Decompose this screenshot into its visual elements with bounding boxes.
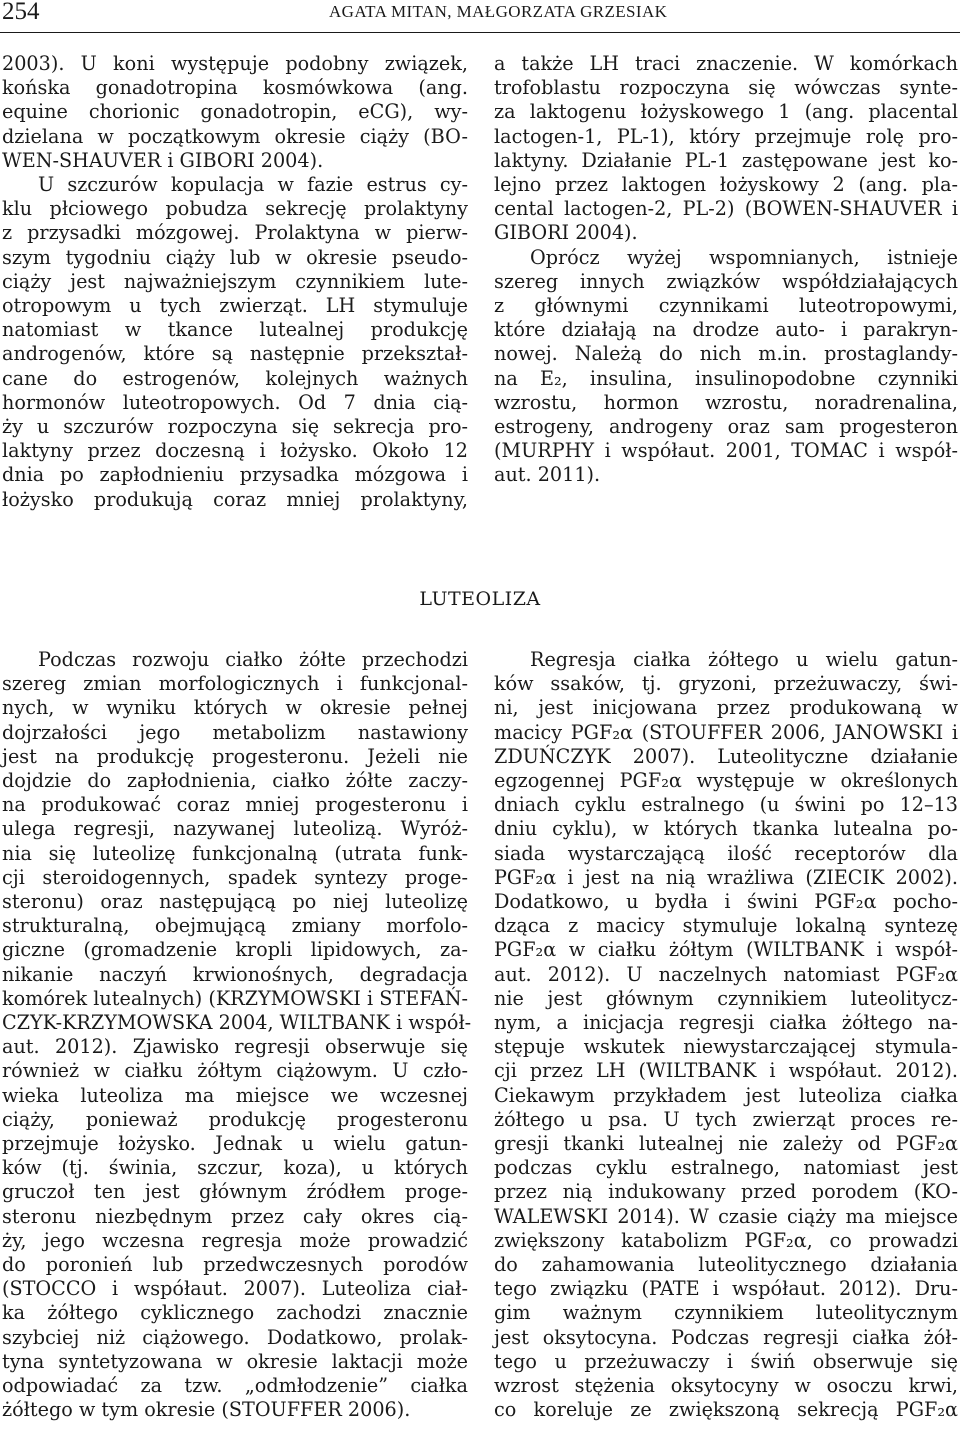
text-line: equine chorionic gonadotropin, eCG), wy- bbox=[2, 100, 468, 124]
text-line: żółtego w tym okresie (STOUFFER 2006). bbox=[2, 1398, 411, 1422]
text-line: siada wystarczającą ilość receptorów dla bbox=[494, 841, 958, 865]
text-line: lactogen-1, PL-1), który przejmuje rolę pro- bbox=[494, 124, 958, 148]
text-line: ZDUŃCZYK 2007). Luteolityczne działanie bbox=[494, 744, 958, 768]
text-line: ni, jest inicjowana przez produkowaną w bbox=[494, 696, 958, 720]
text-line: ulega regresji, nazywanej luteolizą. Wyróż- bbox=[2, 817, 468, 841]
text-line: dnia po zapłodnieniu przysadka mózgowa i bbox=[2, 463, 468, 487]
text-line: łożysko produkują coraz mniej prolaktyny, bbox=[2, 487, 468, 511]
text-line: steronu) oraz następującą po niej luteolizę bbox=[2, 890, 468, 914]
text-line: Podczas rozwoju ciałko żółte przechodzi bbox=[38, 648, 468, 671]
text-line: cane do estrogenów, kolejnych ważnych bbox=[2, 366, 468, 390]
text-line: tego związku (PATE i współaut. 2012). Dru- bbox=[494, 1277, 958, 1301]
text-line: klu płciowego pobudza sekrecję prolaktyny bbox=[2, 197, 468, 221]
page-number: 254 bbox=[2, 0, 40, 25]
text-line: PGF₂α w ciałku żółtym (WILTBANK i współ- bbox=[494, 938, 958, 962]
text-line: giczne (gromadzenie kropli lipidowych, za- bbox=[2, 938, 468, 962]
text-line: (STOCCO i współaut. 2007). Luteoliza ciał- bbox=[2, 1277, 468, 1301]
text-line: jest oksytocyna. Podczas regresji ciałka żół- bbox=[494, 1325, 958, 1349]
text-line: tego u przeżuwaczy i świń obserwuje się bbox=[494, 1349, 958, 1373]
text-line: nikanie naczyń krwionośnych, degradacja bbox=[2, 962, 468, 986]
text-line: wzrostu, hormon wzrostu, noradrenalina, bbox=[494, 390, 958, 414]
text-line: z przysadki mózgowej. Prolaktyna w pierw- bbox=[2, 221, 468, 245]
column-top-left bbox=[2, 52, 468, 512]
text-line: U szczurów kopulacja w fazie estrus cy- bbox=[38, 173, 468, 197]
text-line: ków (tj. świnia, szczur, koza), u których bbox=[2, 1156, 468, 1180]
text-line: z głównymi czynnikami luteotropowymi, bbox=[494, 294, 958, 318]
text-line: steronu niezbędnym przez cały okres cią- bbox=[2, 1204, 468, 1228]
text-line: ciąży, ponieważ produkcję progesteronu bbox=[2, 1107, 468, 1131]
text-line: szereg innych związków współdziałających bbox=[494, 269, 958, 293]
text-line: Oprócz wyżej wspomnianych, istnieje bbox=[530, 245, 958, 269]
text-line: cental lactogen-2, PL-2) (BOWEN-SHAUVER i bbox=[494, 197, 958, 221]
text-line: do zahamowania luteolitycznego działania bbox=[494, 1253, 958, 1277]
text-line: aut. 2012). U naczelnych natomiast PGF₂α bbox=[494, 962, 958, 986]
text-line: ciąży jest najważniejszym czynnikiem lute- bbox=[2, 269, 468, 293]
text-line: Ciekawym przykładem jest luteoliza ciałka bbox=[494, 1083, 958, 1107]
text-line: aut. 2012). Zjawisko regresji obserwuje się bbox=[2, 1035, 468, 1059]
text-line: gim ważnym czynnikiem luteolitycznym bbox=[494, 1301, 958, 1325]
text-line: (MURPHY i współaut. 2001, TOMAC i współ- bbox=[494, 439, 958, 463]
text-line: strukturalną, obejmującą zmiany morfolo- bbox=[2, 914, 468, 938]
text-line: GIBORI 2004). bbox=[494, 221, 638, 245]
text-line: WEN-SHAUVER i GIBORI 2004). bbox=[2, 148, 324, 172]
text-line: natomiast w tkance lutealnej produkcję bbox=[2, 318, 468, 342]
text-line: szym tygodniu ciąży lub w okresie pseudo- bbox=[2, 245, 468, 269]
text-line: CZYK-KRZYMOWSKA 2004, WILTBANK i współ- bbox=[2, 1011, 472, 1035]
text-line: macicy PGF₂α (STOUFFER 2006, JANOWSKI i bbox=[494, 720, 958, 744]
column-bottom-left bbox=[2, 648, 472, 1423]
text-line: odpowiadać za tzw. „odmłodzenie” ciałka bbox=[2, 1374, 468, 1398]
text-line: podczas cyklu estralnego, natomiast jest bbox=[494, 1156, 958, 1180]
text-line: za laktogenu łożyskowego 1 (ang. placental bbox=[494, 100, 958, 124]
text-line: ka żółtego cyklicznego zachodzi znacznie bbox=[2, 1301, 468, 1325]
text-line: szybciej niż ciążowego. Dodatkowo, prolak- bbox=[2, 1325, 468, 1349]
text-line: ków ssaków, tj. gryzoni, przeżuwaczy, świ- bbox=[494, 672, 958, 696]
text-line: Regresja ciałka żółtego u wielu gatun- bbox=[530, 648, 958, 671]
text-line: a także LH traci znaczenie. W komórkach bbox=[494, 52, 958, 75]
section-heading: LUTEOLIZA bbox=[419, 588, 541, 610]
text-line: nowej. Należą do nich m.in. prostaglandy- bbox=[494, 342, 958, 366]
column-bottom-right bbox=[494, 648, 958, 1423]
text-line: stępuje wskutek niewystarczającej stymula- bbox=[494, 1035, 958, 1059]
text-line: egzogennej PGF₂α występuje w określonych bbox=[494, 769, 958, 793]
text-line: na produkować coraz mniej progesteronu i bbox=[2, 793, 468, 817]
text-line: dzielana w początkowym okresie ciąży (BO- bbox=[2, 124, 468, 148]
text-line: komórek lutealnych) (KRZYMOWSKI i STEFAŃ- bbox=[2, 986, 468, 1010]
text-line: cji przez LH (WILTBANK i współaut. 2012). bbox=[494, 1059, 958, 1083]
text-line: dojrzałości jego metabolizm nastawiony bbox=[2, 720, 468, 744]
text-line: szereg zmian morfologicznych i funkcjonal- bbox=[2, 672, 468, 696]
text-line: estrogeny, androgeny oraz sam progesteron bbox=[494, 415, 958, 439]
running-head: AGATA MITAN, MAŁGORZATA GRZESIAK bbox=[329, 2, 668, 21]
page-header bbox=[0, 0, 960, 30]
text-line: wieka luteoliza ma miejsce we wczesnej bbox=[2, 1083, 468, 1107]
text-line: do poronień lub przedwczesnych porodów bbox=[2, 1253, 468, 1277]
text-line: 2003). U koni występuje podobny związek, bbox=[2, 52, 468, 75]
text-line: WALEWSKI 2014). W czasie ciąży ma miejsce bbox=[494, 1204, 958, 1228]
text-line: trofoblastu rozpoczyna się wówczas synte- bbox=[494, 76, 958, 100]
text-line: ży u szczurów rozpoczyna się sekrecja pro- bbox=[2, 415, 468, 439]
text-line: końska gonadotropina kosmówkowa (ang. bbox=[2, 76, 468, 100]
text-line: aut. 2011). bbox=[494, 463, 601, 487]
text-line: otropowym u tych zwierząt. LH stymuluje bbox=[2, 294, 468, 318]
text-line: laktyny przez doczesną i łożysko. Około 12 bbox=[2, 439, 468, 463]
text-line: dząca z macicy stymuluje lokalną syntezę bbox=[494, 914, 958, 938]
text-line: dojdzie do zapłodnienia, ciałko żółte zaczy- bbox=[2, 769, 468, 793]
text-line: nia się luteolizę funkcjonalną (utrata funk- bbox=[2, 841, 468, 865]
text-line: zwiększony katabolizm PGF₂α, co prowadzi bbox=[494, 1228, 958, 1252]
text-line: tyna syntetyzowana w okresie laktacji może bbox=[2, 1349, 468, 1373]
text-line: androgenów, które są następnie przekształ- bbox=[2, 342, 468, 366]
text-line: co koreluje ze zwiększoną sekrecją PGF₂α bbox=[494, 1398, 958, 1422]
text-line: które działają na drodze auto- i parakryn- bbox=[494, 318, 958, 342]
header-rule bbox=[0, 32, 960, 33]
text-line: gruczoł ten jest głównym źródłem proge- bbox=[2, 1180, 468, 1204]
text-line: Dodatkowo, u bydła i świni PGF₂α pocho- bbox=[494, 890, 958, 914]
text-line: ży, jego wczesna regresja może prowadzić bbox=[2, 1228, 468, 1252]
text-line: nych, w wyniku których w okresie pełnej bbox=[2, 696, 468, 720]
text-line: przejmuje łożysko. Jednak u wielu gatun- bbox=[2, 1132, 468, 1156]
text-line: nie jest głównym czynnikiem luteolitycz- bbox=[494, 986, 958, 1010]
text-line: żółtego u psa. U tych zwierząt proces re- bbox=[494, 1107, 958, 1131]
text-line: hormonów luteotropowych. Od 7 dnia cią- bbox=[2, 390, 468, 414]
text-line: gresji tkanki lutealnej nie zależy od PGF₂α bbox=[494, 1132, 958, 1156]
text-line: przez nią indukowany przed porodem (KO- bbox=[494, 1180, 958, 1204]
text-line: jest na produkcję progesteronu. Jeżeli nie bbox=[2, 744, 468, 768]
text-line: na E₂, insulina, insulinopodobne czynniki bbox=[494, 366, 958, 390]
text-line: laktyny. Działanie PL-1 zastępowane jest ko- bbox=[494, 148, 958, 172]
text-line: lejno przez laktogen łożyskowy 2 (ang. pla- bbox=[494, 173, 958, 197]
text-line: również w ciałku żółtym ciążowym. U czło- bbox=[2, 1059, 468, 1083]
text-line: cji steroidogennych, spadek syntezy proge- bbox=[2, 865, 468, 889]
text-line: wzrost stężenia oksytocyny w osoczu krwi, bbox=[494, 1374, 958, 1398]
text-line: dniach cyklu estralnego (u świni po 12–13 bbox=[494, 793, 958, 817]
text-line: PGF₂α i jest na nią wrażliwa (ZIECIK 2002). bbox=[494, 865, 958, 889]
column-top-right bbox=[494, 52, 958, 488]
text-line: dniu cyklu), w których tkanka lutealna po- bbox=[494, 817, 958, 841]
text-line: nym, a inicjacja regresji ciałka żółtego na- bbox=[494, 1011, 958, 1035]
